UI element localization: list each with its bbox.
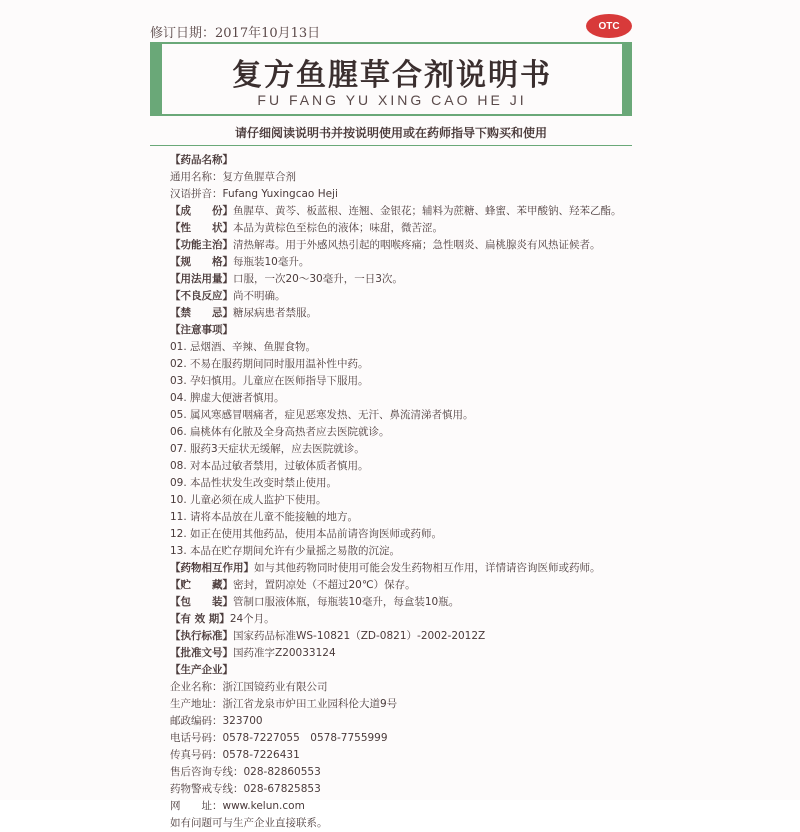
appearance-text: 本品为黄棕色至棕色的液体；味甜，微苦涩。 bbox=[233, 222, 443, 234]
usage-notice: 请仔细阅读说明书并按说明使用或在药师指导下购买和使用 bbox=[234, 126, 547, 140]
spec-text: 每瓶装10毫升。 bbox=[233, 256, 310, 268]
usage-text: 口服，一次20～30毫升，一日3次。 bbox=[233, 273, 403, 285]
precaution-item: 06. 扁桃体有化脓及全身高热者应去医院就诊。 bbox=[170, 426, 390, 438]
leaflet-content bbox=[170, 152, 640, 832]
otc-badge-label: OTC bbox=[598, 20, 620, 32]
alert-line: 药物警戒专线：028-67825853 bbox=[170, 783, 321, 795]
validity-label: 【有 效 期】 bbox=[170, 613, 230, 625]
storage-text: 密封，置阴凉处（不超过20℃）保存。 bbox=[233, 579, 416, 591]
fax-number: 传真号码：0578-7226431 bbox=[170, 749, 300, 761]
package-text: 管制口服液体瓶，每瓶装10毫升，每盒装10瓶。 bbox=[233, 596, 460, 608]
maker-address: 生产地址：浙江省龙泉市炉田工业园科伦大道9号 bbox=[170, 698, 398, 710]
precaution-item: 02. 不易在服药期间同时服用温补性中药。 bbox=[170, 358, 369, 370]
precaution-item: 11. 请将本品放在儿童不能接触的地方。 bbox=[170, 511, 359, 523]
indications-label: 【功能主治】 bbox=[170, 239, 233, 251]
usage-label: 【用法用量】 bbox=[170, 273, 233, 285]
notice-rule bbox=[150, 145, 632, 146]
package-label: 【包 装】 bbox=[170, 596, 233, 608]
title-right-bar bbox=[622, 42, 632, 116]
contra-text: 糖尿病患者禁服。 bbox=[233, 307, 317, 319]
contact-note: 如有问题可与生产企业直接联系。 bbox=[170, 817, 328, 829]
otc-badge bbox=[586, 14, 632, 38]
indications-text: 清热解毒。用于外感风热引起的咽喉疼痛；急性咽炎、扁桃腺炎有风热证候者。 bbox=[233, 239, 601, 251]
postcode: 邮政编码：323700 bbox=[170, 715, 263, 727]
service-line: 售后咨询专线：028-82860553 bbox=[170, 766, 321, 778]
precaution-item: 07. 服药3天症状无缓解，应去医院就诊。 bbox=[170, 443, 365, 455]
precaution-item: 10. 儿童必须在成人监护下使用。 bbox=[170, 494, 327, 506]
approval-text: 国药准字Z20033124 bbox=[233, 647, 336, 659]
precaution-item: 13. 本品在贮存期间允许有少量摇之易散的沉淀。 bbox=[170, 545, 401, 557]
spec-label: 【规 格】 bbox=[170, 256, 233, 268]
precaution-item: 01. 忌烟酒、辛辣、鱼腥食物。 bbox=[170, 341, 317, 353]
revision-date: 修订日期：2017年10月13日 bbox=[150, 26, 321, 41]
phone-numbers: 电话号码：0578-7227055 0578-7755999 bbox=[170, 732, 388, 744]
contra-label: 【禁 忌】 bbox=[170, 307, 233, 319]
adverse-text: 尚不明确。 bbox=[233, 290, 286, 302]
generic-name: 通用名称：复方鱼腥草合剂 bbox=[170, 171, 296, 183]
maker-header: 【生产企业】 bbox=[170, 664, 233, 676]
adverse-label: 【不良反应】 bbox=[170, 290, 233, 302]
title-bottom-rule bbox=[150, 114, 632, 116]
precaution-item: 08. 对本品过敏者禁用，过敏体质者慎用。 bbox=[170, 460, 369, 472]
appearance-label: 【性 状】 bbox=[170, 222, 233, 234]
website: 网 址：www.kelun.com bbox=[170, 800, 305, 812]
storage-label: 【贮 藏】 bbox=[170, 579, 233, 591]
maker-name: 企业名称：浙江国镜药业有限公司 bbox=[170, 681, 328, 693]
ingredients-text: 鱼腥草、黄芩、板蓝根、连翘、金银花；辅料为蔗糖、蜂蜜、苯甲酸钠、羟苯乙酯。 bbox=[233, 205, 622, 217]
interactions-text: 如与其他药物同时使用可能会发生药物相互作用，详情请咨询医师或药师。 bbox=[254, 562, 601, 574]
approval-label: 【批准文号】 bbox=[170, 647, 233, 659]
document-title: 复方鱼腥草合剂说明书 bbox=[232, 58, 552, 93]
standard-label: 【执行标准】 bbox=[170, 630, 233, 642]
precautions-label: 【注意事项】 bbox=[170, 324, 233, 336]
document-title-pinyin: FU FANG YU XING CAO HE JI bbox=[257, 92, 527, 108]
precaution-item: 09. 本品性状发生改变时禁止使用。 bbox=[170, 477, 338, 489]
drug-name-header: 【药品名称】 bbox=[170, 154, 233, 166]
validity-text: 24个月。 bbox=[229, 613, 275, 625]
precaution-item: 12. 如正在使用其他药品，使用本品前请咨询医师或药师。 bbox=[170, 528, 443, 540]
precaution-item: 04. 脾虚大便溏者慎用。 bbox=[170, 392, 285, 404]
ingredients-label: 【成 份】 bbox=[170, 205, 233, 217]
precaution-item: 03. 孕妇慎用。儿童应在医师指导下服用。 bbox=[170, 375, 369, 387]
precaution-item: 05. 属风寒感冒咽痛者，症见恶寒发热、无汗、鼻流清涕者慎用。 bbox=[170, 409, 474, 421]
standard-text: 国家药品标准WS-10821（ZD-0821）-2002-2012Z bbox=[233, 630, 486, 642]
title-left-bar bbox=[150, 42, 162, 116]
interactions-label: 【药物相互作用】 bbox=[170, 562, 254, 574]
pinyin-name: 汉语拼音：Fufang Yuxingcao Heji bbox=[170, 188, 338, 200]
title-top-rule bbox=[150, 42, 632, 44]
